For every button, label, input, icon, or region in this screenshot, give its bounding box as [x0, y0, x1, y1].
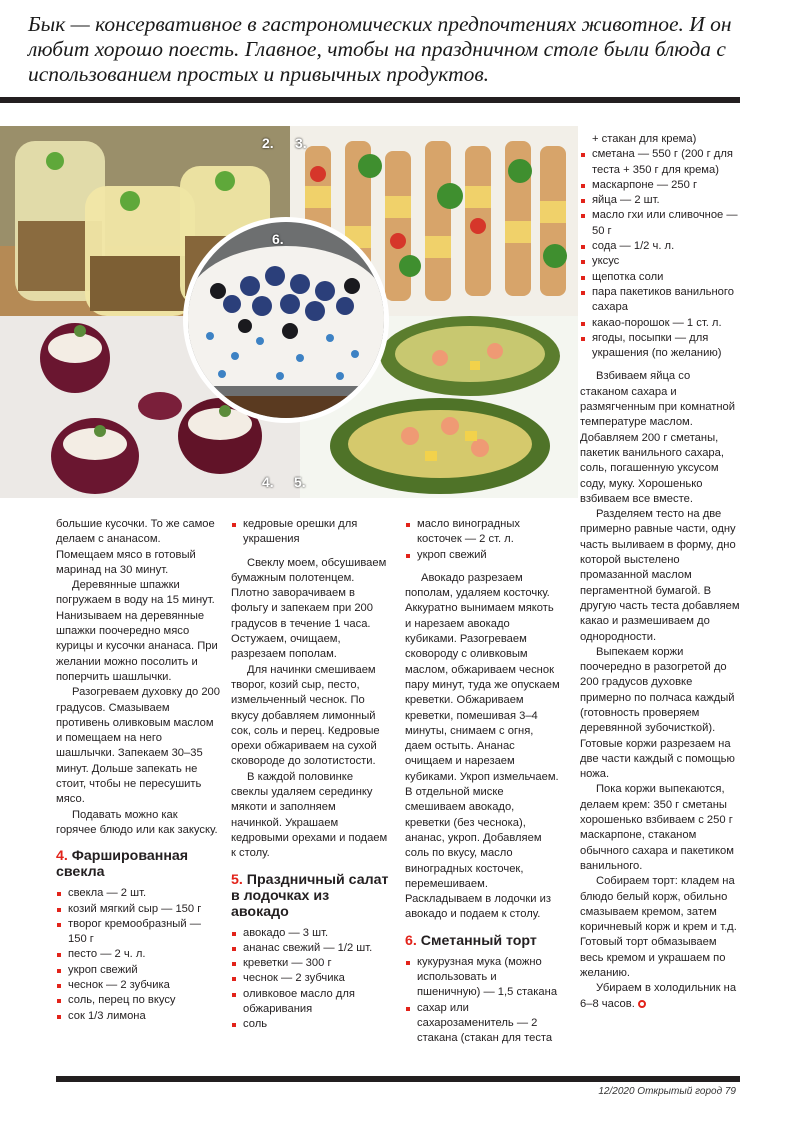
col4-para-5: Собираем торт: кладем на блюдо белый корж, обильно смазываем кремом, затем коричневый корж и крем и т.д. Готовый торт обмазываем весь кремом и украшаем по желанию. [580, 875, 737, 980]
col3-para-1: Авокадо разрезаем пополам, удаляем косточку. Аккуратно вынимаем мякоть и нарезаем авокадо кубиками. Разогреваем сковороду с оливковым маслом, обжариваем чеснок пару минут, туда же опускаем креветки. Обжариваем креветки, помешивая 3–4 минуты, снимаем с огня, даем остыть. Ананас очищаем и нарезаем кубиками. Укроп измельчаем. В отдельной миске смешиваем авокадо, креветки (без чеснока), ананас, укроп. Добавляем соль по вкусу, масло виноградных косточек, перемешиваем. Раскладываем в лодочки из авокадо и подаем к столу. [405, 571, 560, 921]
photo-collage [0, 126, 578, 498]
col4-para-3: Выпекаем коржи поочередно в разогретой до 200 градусов духовке примерно по полчаса каждый (готовность проверяем деревянной зубочисткой). Готовые коржи разрезаем на две части каждый с помощью ножа. [580, 645, 735, 781]
list-item: соль [231, 1017, 389, 1032]
ingredients-list-4 [56, 886, 220, 1024]
list-item: укроп свежий [56, 963, 220, 978]
list-item: щепотка соли [580, 270, 740, 285]
list-item: свекла — 2 шт. [56, 886, 220, 901]
list-item: сметана — 550 г (200 г для теста + 350 г для крема) [580, 147, 740, 178]
col4-para-6 [580, 981, 740, 1012]
col2-para-2: Для начинки смешиваем творог, козий сыр, песто, измельченный чеснок. По вкусу добавляем лимонный сок, соль и перец. Кедровые орехи обжариваем на сухой сковороде до золотистости. [231, 663, 380, 768]
recipe-title-5: Праздничный салат в лодочках из авокадо [231, 871, 389, 920]
ingredients-list-5-cont [405, 517, 561, 563]
col4-para-2: Разделяем тесто на две примерно равные части, одну часть выливаем в форму, дно которой выстелено промазанной маслом пергаментной бумагой. В другую часть теста добавляем какао и размешиваем до однородности. [580, 508, 740, 643]
end-mark-icon [638, 1000, 646, 1008]
list-item: креветки — 300 г [231, 956, 389, 971]
photo-label-3: 3. [295, 135, 307, 151]
col2-para-1: Свеклу моем, обсушиваем бумажным полотенцем. Плотно заворачиваем в фольгу и запекаем при 200 градусов в течение 1 часа. Остужаем, очищаем, разрезаем пополам. [231, 556, 387, 661]
ingredients-list-5 [231, 926, 389, 1033]
page-folio: 12/2020 Открытый город 79 [598, 1086, 736, 1097]
list-item: + стакан для крема) [592, 133, 697, 145]
col1-para-3: Разогреваем духовку до 200 градусов. Смазываем противень оливковым маслом и помещаем на него шашлычки. Запекаем 30–35 минут. Дольше запекать не стоит, чтобы не пересушить мясо. [56, 686, 220, 806]
list-item: оливковое масло для обжаривания [231, 987, 389, 1018]
list-item: яйца — 2 шт. [580, 193, 740, 208]
ingredients-list-6 [405, 955, 561, 1047]
list-item: песто — 2 ч. л. [56, 947, 220, 962]
recipe-heading-4 [56, 848, 220, 880]
photo-label-5: 5. [294, 474, 306, 490]
col4-para-4: Пока коржи выпекаются, делаем крем: 350 г сметаны хорошенько взбиваем с 250 г маскарпоне, стаканом обычного сахара и пакетиком ванильного. [580, 783, 734, 872]
list-item: соль, перец по вкусу [56, 993, 220, 1008]
col1-para-1: большие кусочки. То же самое делаем с ананасом. Помещаем мясо в готовый маринад на 30 минут. [56, 518, 215, 576]
list-item: маскарпоне — 250 г [580, 178, 740, 193]
photo-label-6: 6. [272, 231, 284, 247]
photo-label-4: 4. [262, 474, 274, 490]
list-item: творог кремообразный — 150 г [56, 917, 220, 948]
column-3 [405, 517, 561, 1047]
recipe-heading-6 [405, 933, 561, 949]
list-item: масло виноградных косточек — 2 ст. л. [405, 517, 561, 548]
recipe-number-6: 6. [405, 932, 417, 949]
list-item: авокадо — 3 шт. [231, 926, 389, 941]
recipe-title-6: Сметанный торт [420, 932, 537, 949]
recipe-heading-5 [231, 872, 389, 920]
recipe-number-5: 5. [231, 871, 243, 888]
ingredients-list-6-cont [580, 132, 740, 361]
photo-label-2: 2. [262, 135, 274, 151]
col1-para-4: Подавать можно как горячее блюдо или как закуску. [56, 808, 218, 836]
list-item: кукурузная мука (можно использовать и пшеничную) — 1,5 стакана [405, 955, 561, 1001]
column-4 [580, 132, 740, 1012]
list-item: сок 1/3 лимона [56, 1009, 220, 1024]
column-2 [231, 517, 389, 1033]
list-item: сода — 1/2 ч. л. [580, 239, 740, 254]
list-item: козий мягкий сыр — 150 г [56, 902, 220, 917]
col2-para-3: В каждой половинке свеклы удаляем серединку мякоти и заполняем начинкой. Украшаем кедровыми орехами и подаем к столу. [231, 770, 388, 860]
ingredients-list-4-cont [231, 517, 389, 548]
recipe-title-4: Фаршированная свекла [56, 848, 189, 881]
list-item: чеснок — 2 зубчика [231, 971, 389, 986]
list-item: кедровые орешки для украшения [231, 517, 389, 548]
list-item: какао-порошок — 1 ст. л. [580, 316, 740, 331]
intro-lead: Бык — консервативное в гастрономических предпочтениях животное. И он любит хорошо поесть. Главное, чтобы на праздничном столе были блюда с использованием простых и привычных продуктов. [28, 12, 732, 86]
list-item: ананас свежий — 1/2 шт. [231, 941, 389, 956]
list-item: укроп свежий [405, 548, 561, 563]
bottom-rule [56, 1076, 740, 1082]
col4-para-1: Взбиваем яйца со стаканом сахара и размягченным при комнатной температуре маслом. Добавляем 200 г сметаны, пакетик ванильного сахара, соль, погашенную уксусом соду, муку. Хорошенько взбиваем все вместе. [580, 370, 736, 505]
list-item: сахар или сахарозаменитель — 2 стакана (стакан для теста [405, 1001, 561, 1047]
column-1 [56, 517, 220, 1024]
list-item: масло гхи или сливочное — 50 г [580, 208, 740, 239]
col1-para-2: Деревянные шпажки погружаем в воду на 15 минут. Нанизываем на деревянные шпажки поочередно мясо курицы и кусочки ананаса. При желании можно посолить и поперчить шашлычки. [56, 579, 218, 683]
recipe-number-4: 4. [56, 848, 68, 865]
col4-para-6-text: Убираем в холодильник на 6–8 часов. [580, 982, 737, 1010]
list-item: ягоды, посыпки — для украшения (по желанию) [580, 331, 740, 362]
top-rule [0, 97, 740, 103]
list-item: чеснок — 2 зубчика [56, 978, 220, 993]
list-item: пара пакетиков ванильного сахара [580, 285, 740, 316]
list-item: уксус [580, 254, 740, 269]
